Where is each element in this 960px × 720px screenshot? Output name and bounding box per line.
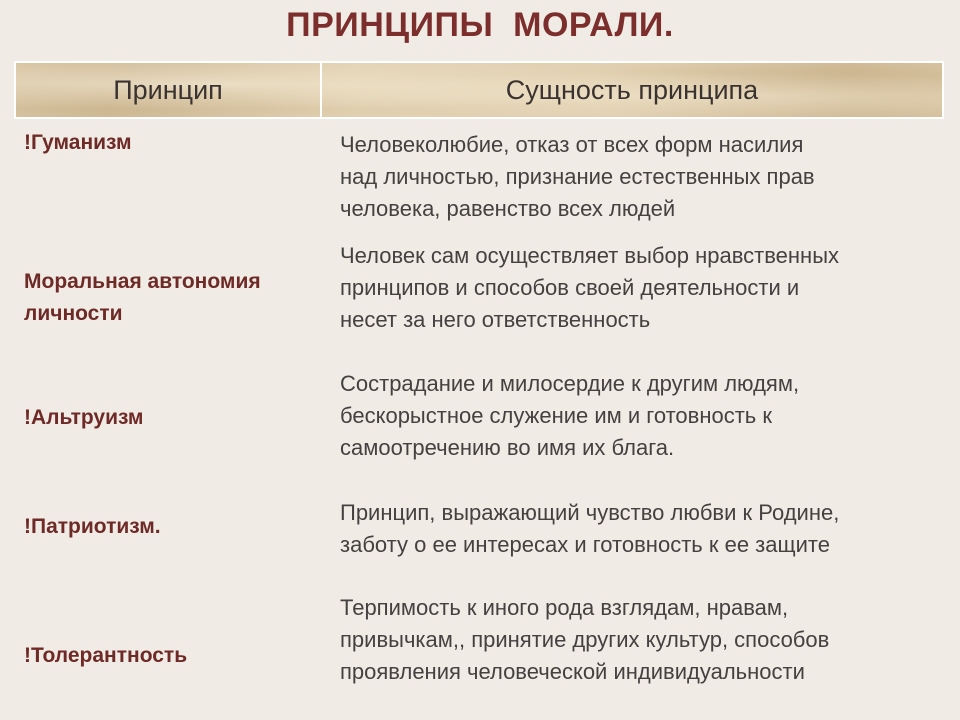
slide-title: ПРИНЦИПЫ МОРАЛИ. [286, 6, 674, 44]
description-tolerance: Терпимость к иного рода взглядам, нравам, привычкам,, принятие других культур, способов проявления человеческой индивидуальности [340, 595, 830, 684]
table-header [14, 61, 944, 119]
description-patriotism: Принцип, выражающий чувство любви к Родине, заботу о ее интересах и готовность к ее защите [340, 500, 840, 557]
description-humanism: Человеколюбие, отказ от всех форм насилия над личностью, признание естественных прав человека, равенство всех людей [340, 132, 815, 221]
header-principle: Принцип [16, 63, 322, 117]
term-tolerance: !Толерантность [24, 644, 188, 667]
term-patriotism: !Патриотизм. [24, 515, 161, 538]
description-altruism: Сострадание и милосердие к другим людям, бескорыстное служение им и готовность к самоотречению во имя их блага. [340, 371, 800, 460]
term-humanism: !Гуманизм [24, 131, 132, 154]
term-moral-autonomy: Моральная автономия личности [24, 270, 261, 325]
term-altruism: !Альтруизм [24, 406, 144, 429]
header-essence: Сущность принципа [505, 74, 759, 105]
description-moral-autonomy: Человек сам осуществляет выбор нравственных принципов и способов своей деятельности и несет за него ответственность [340, 243, 840, 332]
